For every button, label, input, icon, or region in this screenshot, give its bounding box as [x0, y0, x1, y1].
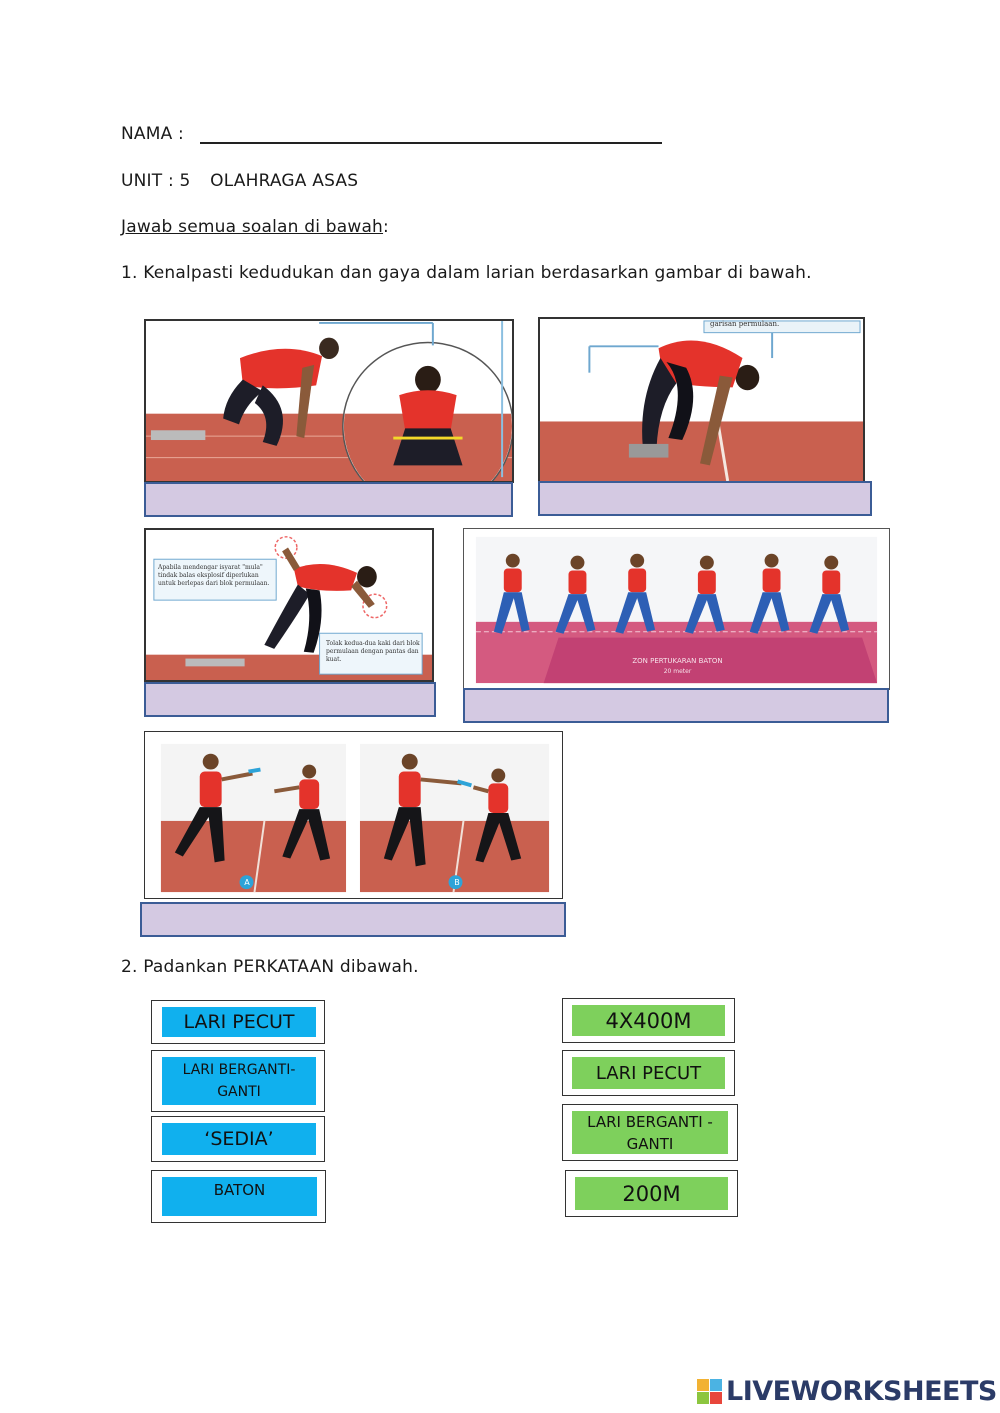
match-right-card-3[interactable] [562, 1104, 738, 1161]
answer-box-5[interactable] [140, 902, 566, 937]
image-3-callout-top: Apabila mendengar isyarat "mula" tindak balas eksplosif diperlukan untuk berlepas dari blok permulaan. [158, 564, 270, 587]
answer-box-4[interactable] [463, 688, 889, 723]
image-set-position [538, 317, 865, 483]
image-2-caption: garisan permulaan. [710, 320, 780, 328]
name-line[interactable] [200, 124, 662, 144]
match-right-card-4[interactable] [565, 1170, 738, 1217]
instruction-colon: : [383, 217, 389, 237]
unit-row [121, 171, 358, 191]
unit-label: UNIT : 5 [121, 171, 191, 191]
logo-grid-icon [697, 1379, 722, 1404]
match-left-card-3[interactable] [151, 1116, 325, 1162]
answer-box-1[interactable] [144, 482, 513, 517]
image-relay-zone [463, 528, 890, 690]
unit-title: OLAHRAGA ASAS [210, 171, 359, 191]
logo-text: LIVEWORKSHEETS [726, 1376, 997, 1407]
match-right-card-2[interactable] [562, 1050, 735, 1096]
name-label: NAMA : [121, 124, 184, 144]
match-left-label-1: LARI PECUT [162, 1007, 316, 1037]
match-right-label-4: 200M [575, 1177, 728, 1210]
match-left-card-1[interactable] [151, 1000, 325, 1044]
match-right-card-1[interactable] [562, 998, 735, 1043]
image-5-label-b: B [454, 878, 460, 887]
match-right-label-1: 4X400M [572, 1005, 725, 1036]
image-5-label-a: A [244, 878, 250, 887]
name-row [121, 124, 662, 144]
image-4-zone-sub: 20 meter [663, 668, 692, 675]
match-right-label-3: LARI BERGANTI -GANTI [572, 1111, 728, 1154]
question-1-text: 1. Kenalpasti kedudukan dan gaya dalam larian berdasarkan gambar di bawah. [121, 263, 812, 283]
liveworksheets-logo [697, 1376, 997, 1407]
image-crouch-start-inset [144, 319, 514, 483]
image-4-zone-label: ZON PERTUKARAN BATON [632, 657, 723, 665]
image-3-callout-bottom: Tolak kedua-dua kaki dari blok permulaan dengan pantas dan kuat. [326, 640, 420, 663]
instruction-row [121, 217, 389, 237]
match-left-card-2[interactable] [151, 1050, 325, 1112]
match-left-label-3: ‘SEDIA’ [162, 1123, 316, 1155]
image-start-go [144, 528, 434, 682]
match-right-label-2: LARI PECUT [572, 1057, 725, 1089]
answer-box-2[interactable] [538, 481, 872, 516]
match-left-label-2: LARI BERGANTI-GANTI [162, 1057, 316, 1105]
image-baton-pass [144, 731, 563, 899]
match-left-card-4[interactable] [151, 1170, 326, 1223]
instruction-text: Jawab semua soalan di bawah [121, 217, 384, 237]
answer-box-3[interactable] [144, 682, 436, 717]
match-left-label-4: BATON [162, 1177, 317, 1216]
question-2-text: 2. Padankan PERKATAAN dibawah. [121, 957, 419, 977]
